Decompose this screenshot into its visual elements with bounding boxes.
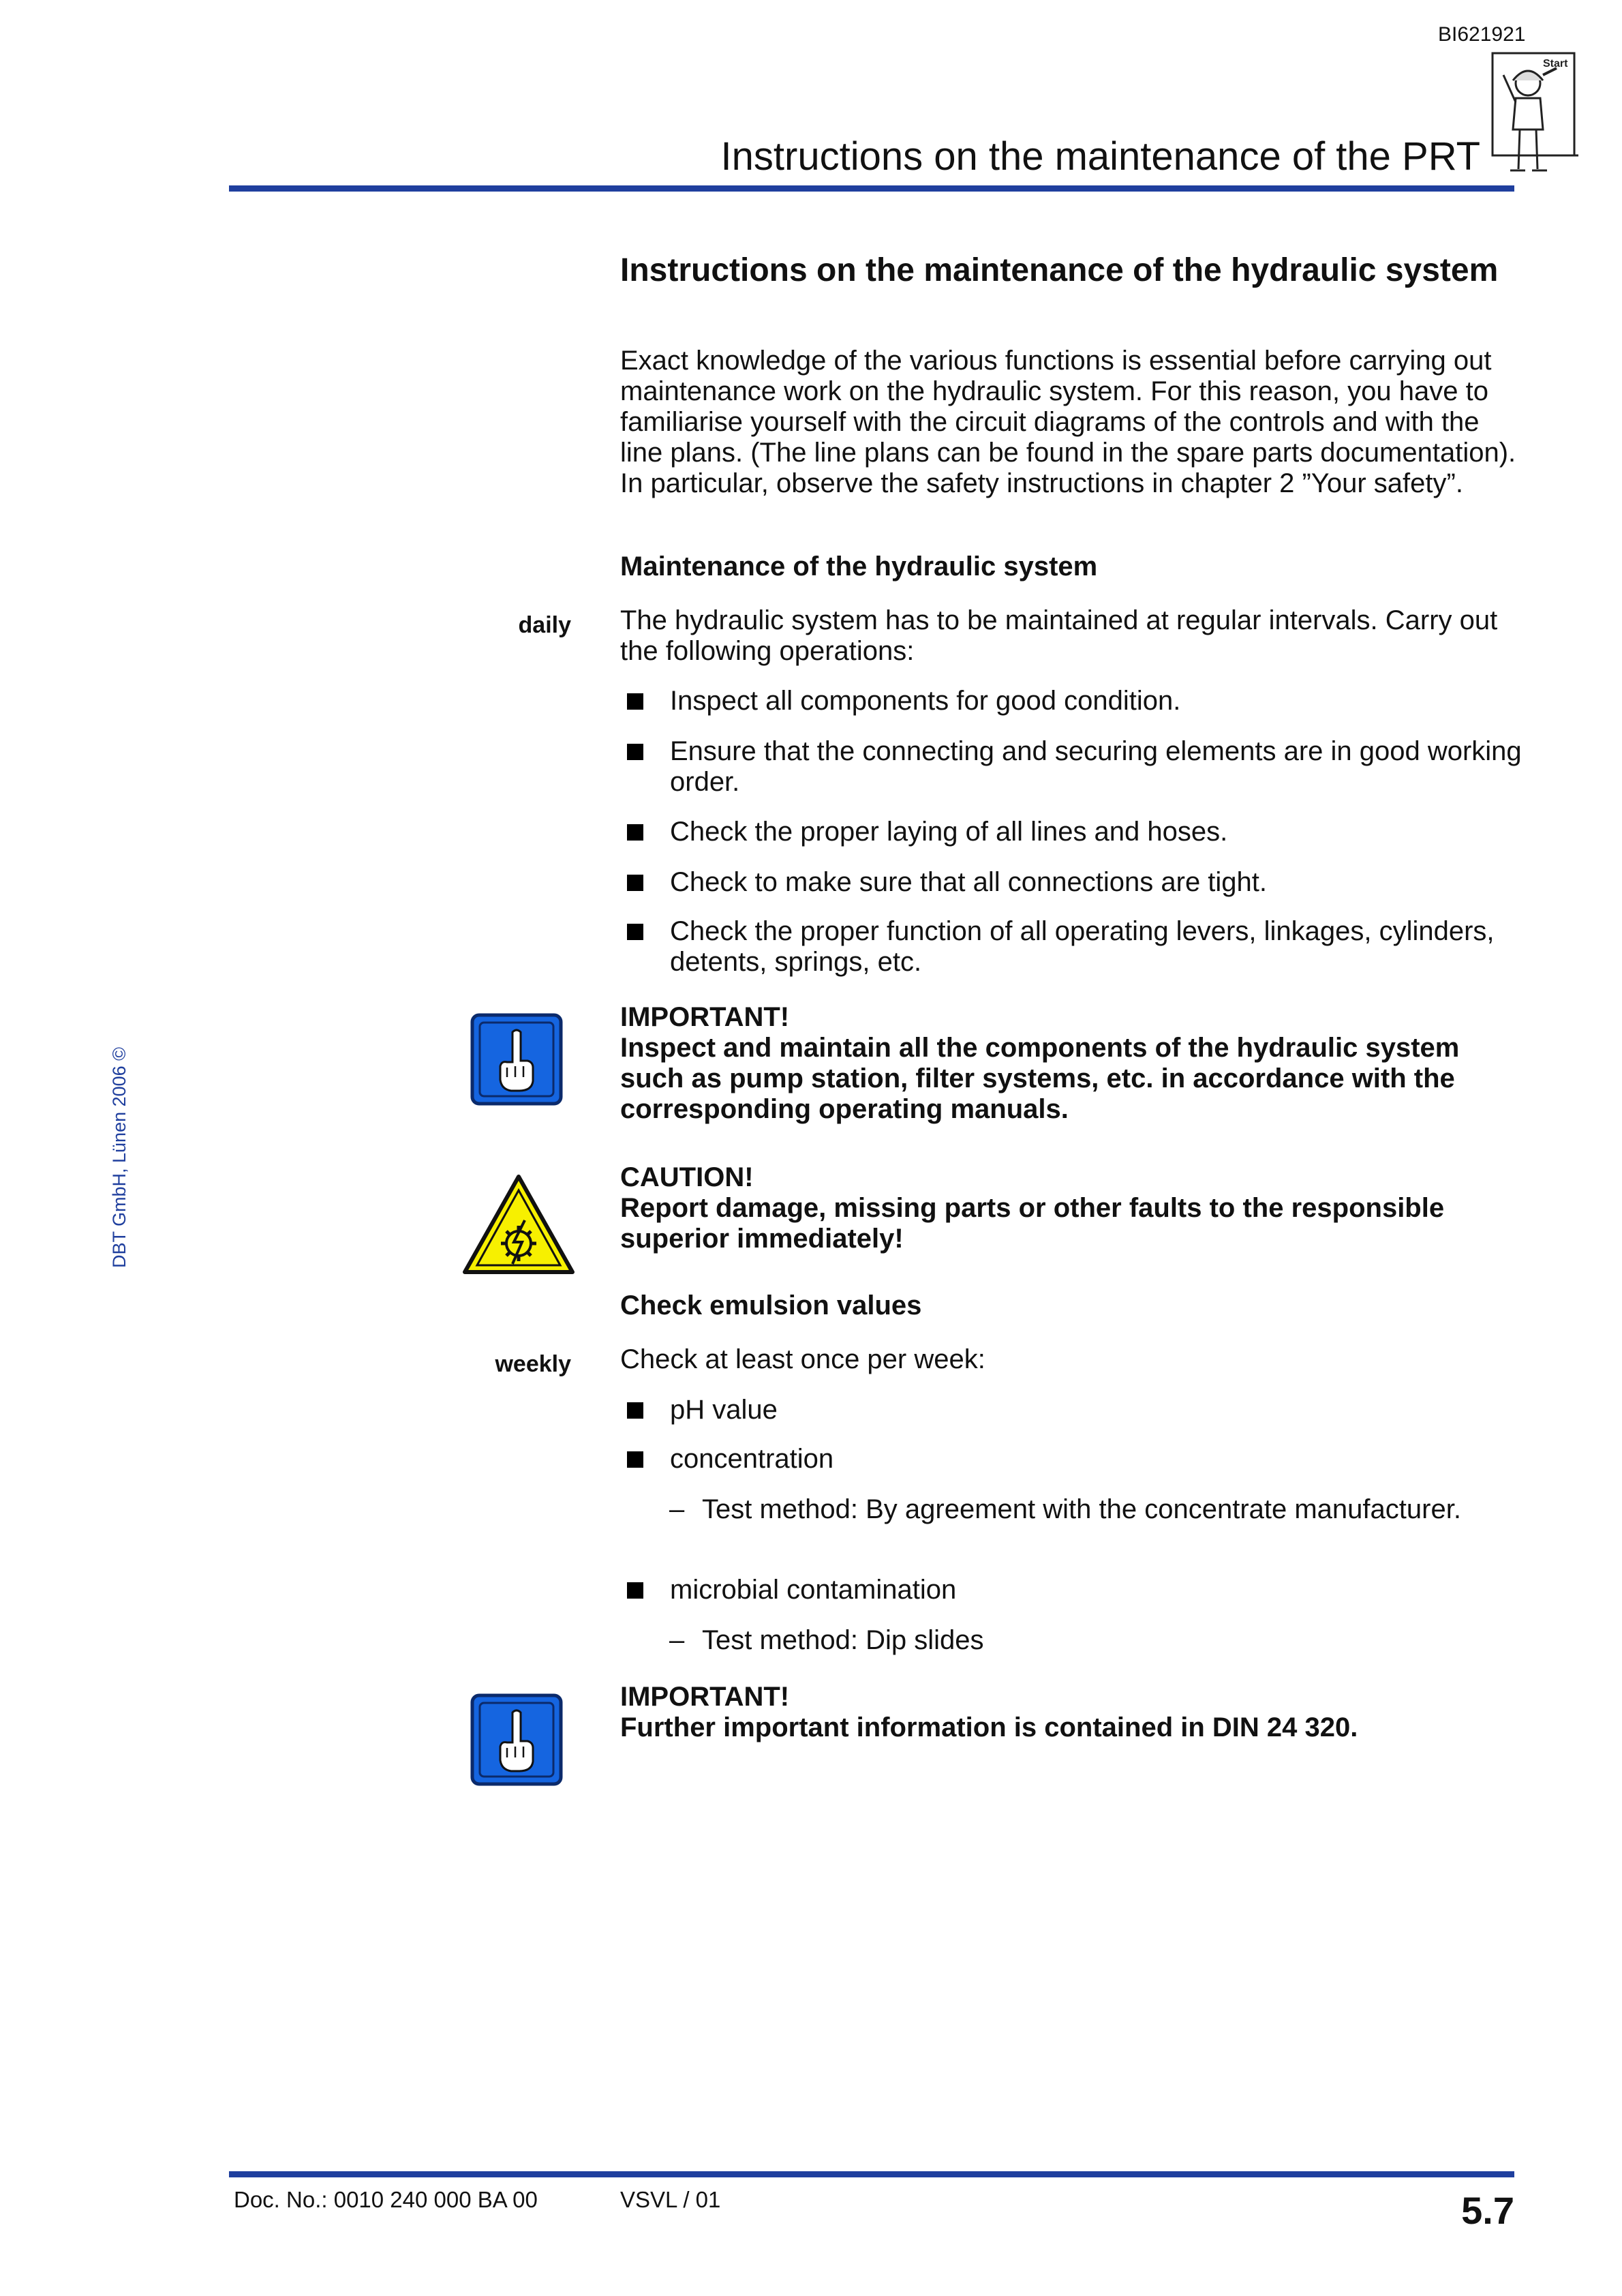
- bullet-square-icon: [627, 1451, 643, 1468]
- document-number: Doc. No.: 0010 240 000 BA 00: [234, 2187, 538, 2212]
- maintenance-heading: Maintenance of the hydraulic system: [620, 552, 1098, 581]
- list-item-text: pH value: [670, 1395, 778, 1425]
- document-id: BI621921: [1438, 23, 1526, 46]
- bullet-square-icon: [627, 924, 643, 940]
- dash-marker: –: [669, 1625, 685, 1655]
- list-item-text: microbial contamination: [670, 1575, 957, 1605]
- page-title: Instructions on the maintenance of the PRT: [720, 134, 1480, 179]
- caution-label: CAUTION!: [620, 1162, 754, 1192]
- list-item: [620, 686, 1527, 716]
- emulsion-heading: Check emulsion values: [620, 1290, 922, 1320]
- emulsion-text: Check at least once per week:: [620, 1344, 985, 1374]
- dash-marker: –: [669, 1494, 685, 1524]
- start-worker-logo-icon: [1486, 48, 1581, 184]
- list-item: [620, 817, 1527, 847]
- copyright-note: DBT GmbH, Lünen 2006 ©: [109, 1046, 129, 1268]
- version-label: VSVL / 01: [620, 2187, 721, 2212]
- pointing-hand-notice-icon: [470, 1693, 563, 1786]
- bullet-square-icon: [627, 824, 643, 841]
- bullet-square-icon: [627, 1402, 643, 1419]
- important-label: IMPORTANT!: [620, 1002, 790, 1032]
- list-item-text: Inspect all components for good condition.: [670, 686, 1181, 716]
- footer-rule: [229, 2171, 1514, 2177]
- important-text: Further important information is contained in DIN 24 320.: [620, 1712, 1358, 1742]
- sub-list-item: [669, 1494, 1487, 1525]
- page-number: 5.7: [1461, 2189, 1514, 2232]
- bullet-square-icon: [627, 744, 643, 760]
- header-rule: [229, 185, 1514, 192]
- bullet-square-icon: [627, 693, 643, 710]
- list-item-text: Ensure that the connecting and securing elements are in good working order.: [670, 736, 1522, 797]
- list-item: [620, 1444, 1527, 1475]
- sub-list-item: [669, 1625, 1487, 1656]
- margin-label-weekly: weekly: [495, 1351, 571, 1377]
- sub-list-item-text: Test method: Dip slides: [702, 1625, 984, 1655]
- caution-text: Report damage, missing parts or other faults to the responsible superior immediately!: [620, 1193, 1445, 1254]
- list-item: [620, 916, 1527, 978]
- sub-list-item-text: Test method: By agreement with the concentrate manufacturer.: [702, 1494, 1461, 1524]
- important-notice: [620, 1682, 1527, 1743]
- list-item: [620, 867, 1527, 898]
- bullet-square-icon: [627, 875, 643, 891]
- bullet-square-icon: [627, 1582, 643, 1599]
- list-item-text: Check the proper laying of all lines and hoses.: [670, 817, 1228, 847]
- important-label: IMPORTANT!: [620, 1682, 790, 1712]
- pointing-hand-notice-icon: [470, 1013, 563, 1106]
- list-item-text: concentration: [670, 1444, 834, 1474]
- caution-notice: [620, 1162, 1527, 1254]
- list-item-text: Check to make sure that all connections are tight.: [670, 867, 1268, 897]
- maintenance-text: The hydraulic system has to be maintained at regular intervals. Carry out the following operations:: [620, 605, 1498, 666]
- section-heading: Instructions on the maintenance of the hydraulic system: [620, 252, 1499, 288]
- margin-label-daily: daily: [518, 612, 571, 638]
- important-notice: [620, 1002, 1527, 1125]
- list-item: [620, 736, 1527, 798]
- logo-start-text: Start: [1543, 58, 1568, 70]
- list-item-text: Check the proper function of all operating levers, linkages, cylinders, detents, springs, etc.: [670, 916, 1495, 977]
- intro-paragraph: Exact knowledge of the various functions is essential before carrying out maintenance work on the hydraulic system. For this reason, you have to familiarise yourself with the circuit diagrams of the controls and with the line plans. (The line plans can be found in the spare parts documentation). In particular, observe the safety instructions in chapter 2 ”Your safety”.: [620, 346, 1516, 498]
- caution-warning-icon: [461, 1173, 577, 1276]
- list-item: [620, 1575, 1527, 1605]
- important-text: Inspect and maintain all the components of the hydraulic system such as pump station, filter systems, etc. in accordance with the corresponding operating manuals.: [620, 1033, 1460, 1124]
- list-item: [620, 1395, 1527, 1425]
